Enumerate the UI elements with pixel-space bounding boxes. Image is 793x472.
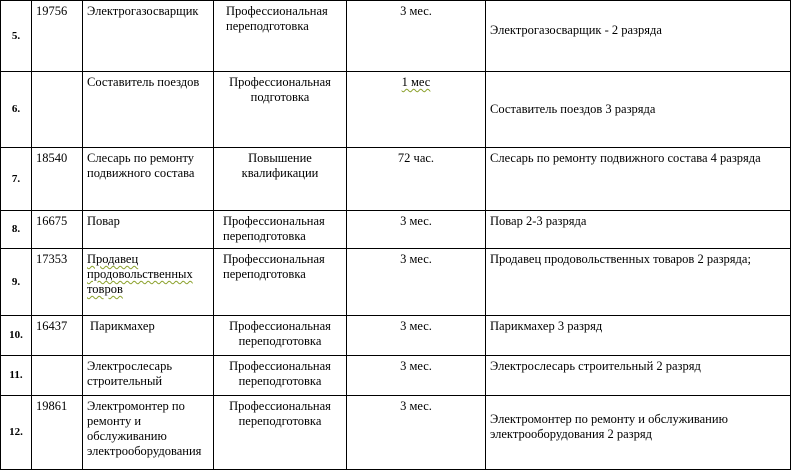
profession-code: 18540 (32, 148, 83, 211)
training-duration: 3 мес. (347, 1, 486, 72)
qualification: Слесарь по ремонту подвижного состава 4 разряда (486, 148, 791, 211)
profession-name: Электромонтер по ремонту и обслуживанию электрооборудования (83, 396, 214, 470)
table-row (1, 396, 791, 470)
training-duration (347, 72, 486, 148)
training-duration-text: 1 мес (401, 75, 431, 89)
table-row (1, 356, 791, 396)
training-type: Профессиональная переподготовка (214, 249, 347, 316)
profession-code (32, 72, 83, 148)
qualification: Составитель поездов 3 разряда (486, 72, 791, 148)
profession-name: Слесарь по ремонту подвижного состава (83, 148, 214, 211)
training-type: Повышение квалификации (214, 148, 347, 211)
row-number: 12. (1, 396, 32, 470)
table-row (1, 316, 791, 356)
profession-code: 16675 (32, 211, 83, 249)
row-number: 10. (1, 316, 32, 356)
profession-code: 17353 (32, 249, 83, 316)
training-duration: 72 час. (347, 148, 486, 211)
training-duration: 3 мес. (347, 356, 486, 396)
table-row (1, 1, 791, 72)
qualification: Продавец продовольственных товаров 2 разряда; (486, 249, 791, 316)
profession-code: 19756 (32, 1, 83, 72)
row-number: 6. (1, 72, 32, 148)
profession-name: Электрогазосварщик (83, 1, 214, 72)
profession-name: Электрослесарь строительный (83, 356, 214, 396)
training-type: Профессиональная переподготовка (214, 356, 347, 396)
training-type: Профессиональная подготовка (214, 72, 347, 148)
row-number: 7. (1, 148, 32, 211)
training-duration: 3 мес. (347, 211, 486, 249)
profession-name-text: Продавец продовольственных товров (87, 252, 193, 296)
profession-code (32, 356, 83, 396)
profession-code: 16437 (32, 316, 83, 356)
profession-name: Повар (83, 211, 214, 249)
row-number: 11. (1, 356, 32, 396)
qualification: Повар 2-3 разряда (486, 211, 791, 249)
training-duration: 3 мес. (347, 249, 486, 316)
qualification: Парикмахер 3 разряд (486, 316, 791, 356)
training-type: Профессиональная переподготовка (214, 1, 347, 72)
profession-name: Составитель поездов (83, 72, 214, 148)
qualification: Электрогазосварщик - 2 разряда (486, 1, 791, 72)
qualification: Электромонтер по ремонту и обслуживанию электрооборудования 2 разряд (486, 396, 791, 470)
table-row (1, 72, 791, 148)
training-type: Профессиональная переподготовка (214, 211, 347, 249)
training-type: Профессиональная переподготовка (214, 396, 347, 470)
row-number: 8. (1, 211, 32, 249)
training-type: Профессиональная переподготовка (214, 316, 347, 356)
qualification: Электрослесарь строительный 2 разряд (486, 356, 791, 396)
profession-name (83, 249, 214, 316)
training-duration: 3 мес. (347, 316, 486, 356)
row-number: 5. (1, 1, 32, 72)
row-number: 9. (1, 249, 32, 316)
table-row (1, 211, 791, 249)
table-row (1, 148, 791, 211)
training-duration: 3 мес. (347, 396, 486, 470)
table-row (1, 249, 791, 316)
profession-name: Парикмахер (83, 316, 214, 356)
profession-code: 19861 (32, 396, 83, 470)
